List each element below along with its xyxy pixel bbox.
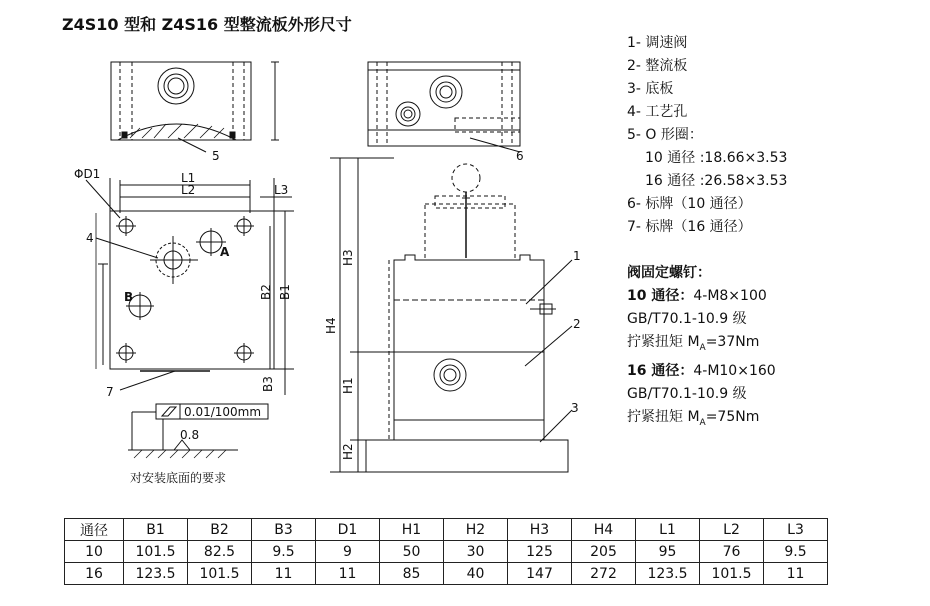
table-cell: 123.5 xyxy=(124,563,188,585)
table-header: L2 xyxy=(700,519,764,541)
table-cell: 272 xyxy=(572,563,636,585)
legend-item: 4- 工艺孔 xyxy=(627,104,688,120)
table-cell: 85 xyxy=(380,563,444,585)
table-header: D1 xyxy=(316,519,380,541)
label-phi-d1: ΦD1 xyxy=(74,167,101,181)
table-cell: 147 xyxy=(508,563,572,585)
table-cell: 123.5 xyxy=(636,563,700,585)
table-cell: 101.5 xyxy=(188,563,252,585)
callout-5: 5 xyxy=(212,149,220,163)
label-l1: L1 xyxy=(181,171,196,185)
table-header: B2 xyxy=(188,519,252,541)
table-cell: 11 xyxy=(764,563,828,585)
legend-item: 6- 标牌（10 通径） xyxy=(627,196,752,212)
bolt-heading: 阀固定螺钉： xyxy=(627,265,711,281)
oring-size: 16 通径 :26.58×3.53 xyxy=(645,173,788,189)
legend-item: 5- O 形圈： xyxy=(627,127,703,143)
label-l3: L3 xyxy=(274,183,289,197)
torque-label: 拧紧扭矩 M xyxy=(627,334,700,350)
torque-sub: A xyxy=(699,417,706,428)
callout-3: 3 xyxy=(571,401,579,415)
bolt-size-label: 10 通径： xyxy=(627,288,694,304)
table-cell: 16 xyxy=(65,563,124,585)
table-header: H4 xyxy=(572,519,636,541)
table-cell: 40 xyxy=(444,563,508,585)
flatness-value: 0.01/100mm xyxy=(184,405,262,419)
legend-item: 1- 调速阀 xyxy=(627,35,688,51)
torque-sub: A xyxy=(699,342,706,353)
callout-7: 7 xyxy=(106,385,114,399)
page-title: Z4S10 型和 Z4S16 型整流板外形尺寸 xyxy=(62,15,352,34)
label-h1: H1 xyxy=(341,377,355,394)
table-row xyxy=(65,563,828,585)
callout-2: 2 xyxy=(573,317,581,331)
label-l2: L2 xyxy=(181,183,196,197)
bolt-standard: GB/T70.1-10.9 级 xyxy=(627,311,747,327)
surface-note: 对安装底面的要求 xyxy=(130,471,227,485)
torque-value: =75Nm xyxy=(705,408,760,425)
bolt-standard: GB/T70.1-10.9 级 xyxy=(627,385,747,402)
table-cell: 76 xyxy=(700,541,764,563)
label-b3: B3 xyxy=(261,376,275,392)
table-header: 通径 xyxy=(65,519,124,541)
table-header: L1 xyxy=(636,519,700,541)
table-cell: 82.5 xyxy=(188,541,252,563)
table-cell: 11 xyxy=(252,563,316,585)
label-h3: H3 xyxy=(341,249,355,266)
table-cell: 9.5 xyxy=(252,541,316,563)
table-header: H1 xyxy=(380,519,444,541)
side-top-view xyxy=(368,62,520,152)
callout-1: 1 xyxy=(573,249,581,263)
legend-item: 2- 整流板 xyxy=(627,58,688,74)
label-port-b: B xyxy=(124,290,134,304)
table-header: H2 xyxy=(444,519,508,541)
bolt-size-value: 4-M8×100 xyxy=(693,288,767,304)
table-cell: 101.5 xyxy=(700,563,764,585)
dimension-table xyxy=(64,518,828,585)
legend-item: 7- 标牌（16 通径） xyxy=(627,219,752,235)
callout-6: 6 xyxy=(516,149,524,163)
table-header: B1 xyxy=(124,519,188,541)
bolt-size-label: 16 通径： xyxy=(627,362,694,379)
table-row xyxy=(65,541,828,563)
label-h4: H4 xyxy=(324,317,338,334)
table-cell: 101.5 xyxy=(124,541,188,563)
label-port-a: A xyxy=(220,245,230,259)
oring-size: 10 通径 :18.66×3.53 xyxy=(645,150,788,166)
bolt-spec xyxy=(627,262,776,435)
parts-legend xyxy=(627,32,787,239)
label-b2: B2 xyxy=(259,284,273,300)
table-header: B3 xyxy=(252,519,316,541)
table-cell: 205 xyxy=(572,541,636,563)
roughness-value: 0.8 xyxy=(180,428,200,442)
table-cell: 125 xyxy=(508,541,572,563)
legend-item: 3- 底板 xyxy=(627,81,674,97)
top-side-view xyxy=(111,62,279,152)
table-cell: 10 xyxy=(65,541,124,563)
bolt-size-value: 4-M10×160 xyxy=(693,362,776,379)
side-elevation xyxy=(330,158,572,472)
callout-4: 4 xyxy=(86,231,94,245)
label-b1: B1 xyxy=(278,284,292,300)
label-h2: H2 xyxy=(341,443,355,460)
torque-value: =37Nm xyxy=(705,334,760,350)
table-header: H3 xyxy=(508,519,572,541)
table-cell: 11 xyxy=(316,563,380,585)
table-cell: 95 xyxy=(636,541,700,563)
table-cell: 50 xyxy=(380,541,444,563)
table-cell: 30 xyxy=(444,541,508,563)
table-cell: 9.5 xyxy=(764,541,828,563)
table-cell: 9 xyxy=(316,541,380,563)
table-header: L3 xyxy=(764,519,828,541)
table-header-row xyxy=(65,519,828,541)
torque-label: 拧紧扭矩 M xyxy=(627,408,700,425)
